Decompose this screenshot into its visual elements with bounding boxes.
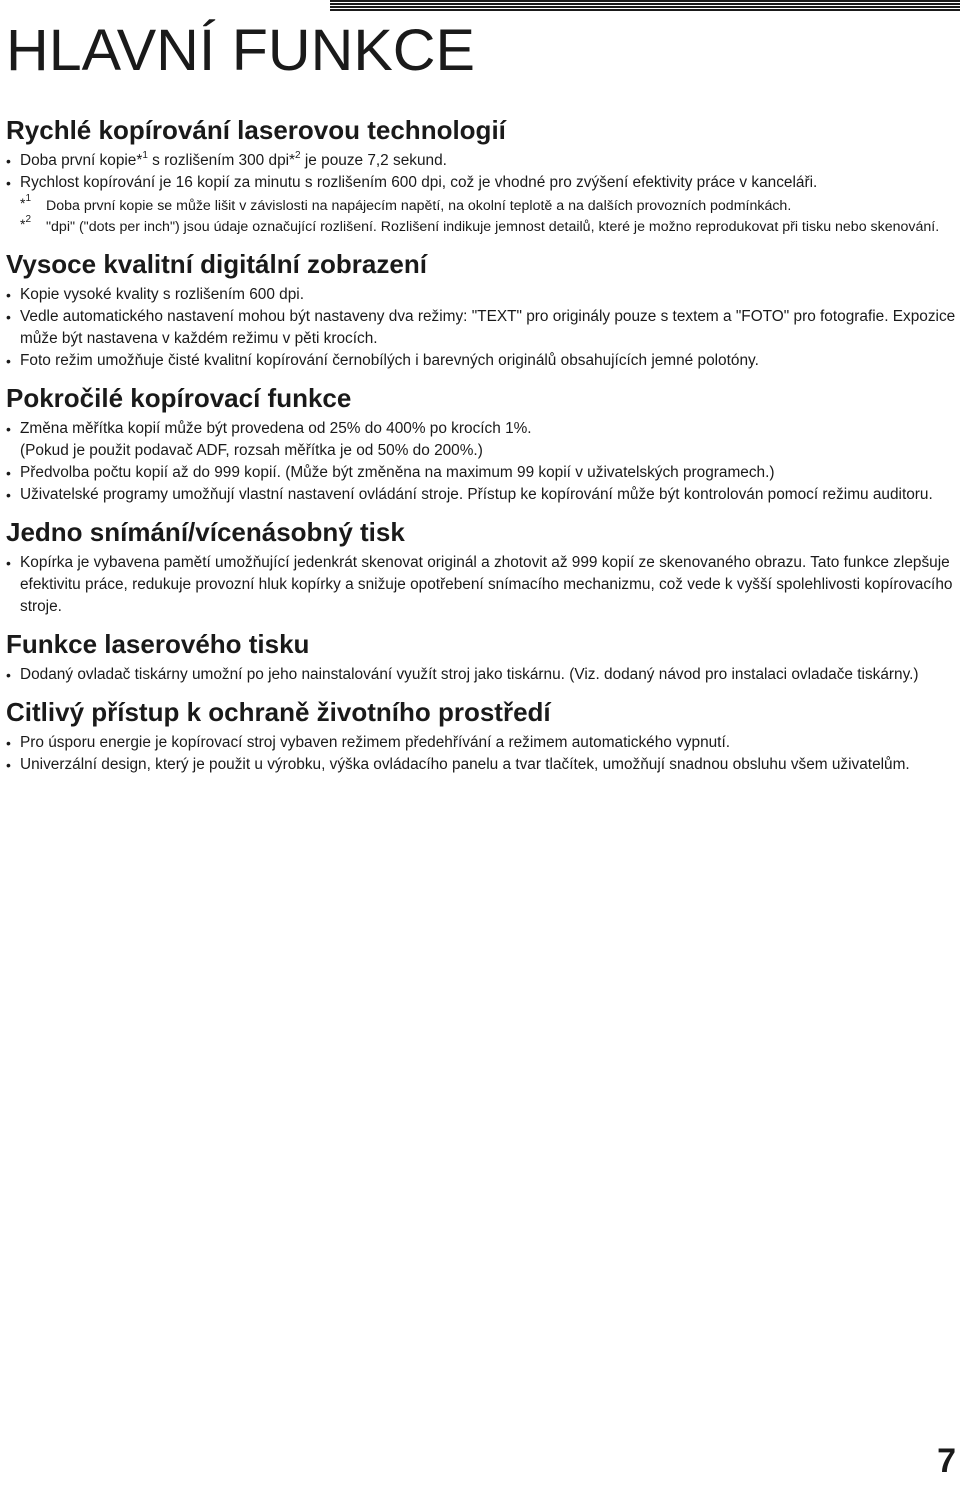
bullet-text: Kopírka je vybavena pamětí umožňující jedenkrát skenovat originál a zhotovit až 999 kopií ze skenovaného obrazu. Tato funkce zlepšuje efektivitu práce, redukuje provozní hluk kopírky a snižuje opotřebení snímacího mechanizmu, což vede k vyšší spolehlivosti kopírovacího stroje.	[20, 554, 953, 615]
footnote-text: "dpi" ("dots per inch") jsou údaje označující rozlišení. Rozlišení indikuje jemnost detailů, které je možno reprodukovat při tisku nebo skenování.	[46, 219, 940, 235]
footnote	[20, 214, 956, 238]
bullet-list	[6, 284, 956, 372]
bullet-list	[6, 150, 956, 194]
section-heading: Funkce laserového tisku	[6, 629, 310, 659]
bullet-item	[6, 350, 956, 372]
section-heading: Pokročilé kopírovací funkce	[6, 383, 352, 413]
footnote	[20, 193, 956, 217]
bullet-text: Změna měřítka kopií může být provedena od 25% do 400% po krocích 1%.	[20, 420, 532, 437]
bullet-text: Dodaný ovladač tiskárny umožní po jeho nainstalování využít stroj jako tiskárnu. (Viz. dodaný návod pro instalaci ovladače tiskárny.)	[20, 666, 919, 683]
header-rule	[330, 0, 960, 14]
bullet-item	[6, 462, 956, 484]
bullet-text: je pouze 7,2 sekund.	[300, 152, 447, 169]
bullet-item	[6, 284, 956, 306]
bullet-text: Předvolba počtu kopií až do 999 kopií. (Může být změněna na maximum 99 kopií v uživatelských programech.)	[20, 464, 775, 481]
bullet-item	[6, 150, 956, 172]
section-heading: Vysoce kvalitní digitální zobrazení	[6, 249, 427, 279]
footnote-text: Doba první kopie se může lišit v závislosti na napájecím napětí, na okolní teplotě a na dalších provozních podmínkách.	[46, 198, 792, 214]
bullet-list	[6, 732, 956, 776]
bullet-text: Vedle automatického nastavení mohou být nastaveny dva režimy: "TEXT" pro originály pouze s textem a "FOTO" pro fotografie. Expozice může být nastavena v každém režimu v pěti krocích.	[20, 308, 956, 347]
page-content	[6, 114, 956, 786]
bullet-item	[6, 552, 956, 618]
section-heading: Citlivý přístup k ochraně životního prostředí	[6, 697, 551, 727]
bullet-item	[6, 732, 956, 754]
footnotes	[20, 193, 956, 238]
page-number: 7	[937, 1442, 956, 1480]
bullet-list	[6, 664, 956, 686]
section	[6, 696, 956, 776]
section	[6, 114, 956, 238]
footnote-ref: 1	[142, 150, 148, 161]
section	[6, 628, 956, 686]
page-title: HLAVNÍ FUNKCE	[6, 18, 475, 83]
bullet-item	[6, 418, 956, 462]
section	[6, 516, 956, 618]
bullet-text: Rychlost kopírování je 16 kopií za minutu s rozlišením 600 dpi, což je vhodné pro zvýšení efektivity práce v kanceláři.	[20, 174, 818, 191]
bullet-item	[6, 172, 956, 194]
footnote-mark: *$^2$	[20, 214, 32, 232]
bullet-list	[6, 418, 956, 506]
bullet-text: Kopie vysoké kvality s rozlišením 600 dpi.	[20, 286, 304, 303]
bullet-text: Uživatelské programy umožňují vlastní nastavení ovládání stroje. Přístup ke kopírování může být kontrolován pomocí režimu auditoru.	[20, 486, 933, 503]
section-heading: Jedno snímání/vícenásobný tisk	[6, 517, 405, 547]
bullet-text: s rozlišením 300 dpi*	[147, 152, 296, 169]
bullet-list	[6, 552, 956, 618]
footnote-ref: 2	[295, 150, 301, 161]
bullet-text: (Pokud je použit podavač ADF, rozsah měřítka je od 50% do 200%.)	[20, 442, 483, 459]
bullet-item	[6, 754, 956, 776]
bullet-text: Univerzální design, který je použit u výrobku, výška ovládacího panelu a tvar tlačítek, umožňují snadnou obsluhu všem uživatelům.	[20, 756, 910, 773]
bullet-item	[6, 306, 956, 350]
bullet-item	[6, 664, 956, 686]
section	[6, 248, 956, 372]
footnote-mark: *$^1$	[20, 193, 32, 211]
section	[6, 382, 956, 506]
bullet-text: Doba první kopie*	[20, 152, 143, 169]
bullet-item	[6, 484, 956, 506]
bullet-text: Foto režim umožňuje čisté kvalitní kopírování černobílých i barevných originálů obsahujících jemné polotóny.	[20, 352, 759, 369]
bullet-text: Pro úsporu energie je kopírovací stroj vybaven režimem předehřívání a režimem automatického vypnutí.	[20, 734, 731, 751]
section-heading: Rychlé kopírování laserovou technologií	[6, 115, 506, 145]
